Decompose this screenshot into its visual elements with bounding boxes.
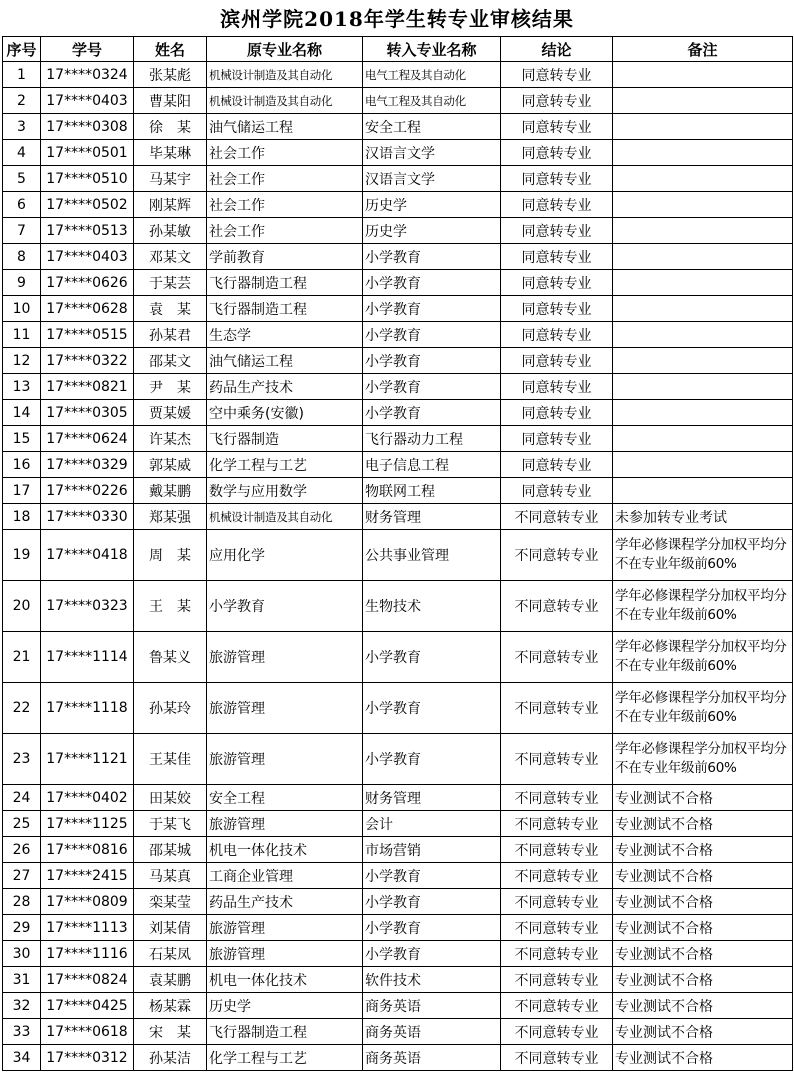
cell-target-major: 小学教育 (363, 632, 501, 683)
cell-name: 张某彪 (134, 62, 207, 88)
cell-remarks: 专业测试不合格 (613, 941, 793, 967)
cell-no: 21 (3, 632, 41, 683)
table-row (3, 452, 793, 478)
cell-name: 孙某敏 (134, 218, 207, 244)
cell-student-id: 17****0816 (41, 837, 134, 863)
cell-no: 26 (3, 837, 41, 863)
cell-no: 12 (3, 348, 41, 374)
cell-name: 曹某阳 (134, 88, 207, 114)
cell-name: 孙某玲 (134, 683, 207, 734)
table-row (3, 785, 793, 811)
cell-student-id: 17****0515 (41, 322, 134, 348)
cell-student-id: 17****1113 (41, 915, 134, 941)
cell-student-id: 17****0501 (41, 140, 134, 166)
cell-student-id: 17****0626 (41, 270, 134, 296)
cell-original-major: 数学与应用数学 (207, 478, 363, 504)
cell-result: 同意转专业 (501, 62, 613, 88)
cell-result: 同意转专业 (501, 296, 613, 322)
table-body (3, 62, 793, 1071)
cell-original-major: 旅游管理 (207, 811, 363, 837)
cell-no: 10 (3, 296, 41, 322)
cell-original-major: 药品生产技术 (207, 889, 363, 915)
header-remarks: 备注 (613, 37, 793, 62)
cell-target-major: 小学教育 (363, 400, 501, 426)
cell-target-major: 小学教育 (363, 374, 501, 400)
cell-target-major: 汉语言文学 (363, 140, 501, 166)
cell-remarks: 专业测试不合格 (613, 837, 793, 863)
cell-original-major: 旅游管理 (207, 941, 363, 967)
cell-result: 同意转专业 (501, 426, 613, 452)
cell-no: 16 (3, 452, 41, 478)
cell-remarks (613, 62, 793, 88)
cell-student-id: 17****0305 (41, 400, 134, 426)
cell-remarks: 未参加转专业考试 (613, 504, 793, 530)
cell-remarks: 学年必修课程学分加权平均分不在专业年级前60% (613, 683, 793, 734)
cell-result: 不同意转专业 (501, 993, 613, 1019)
cell-name: 周 某 (134, 530, 207, 581)
cell-name: 许某杰 (134, 426, 207, 452)
cell-target-major: 商务英语 (363, 1019, 501, 1045)
cell-original-major: 机械设计制造及其自动化 (207, 504, 363, 530)
cell-target-major: 小学教育 (363, 889, 501, 915)
cell-result: 同意转专业 (501, 400, 613, 426)
cell-original-major: 药品生产技术 (207, 374, 363, 400)
table-row (3, 192, 793, 218)
cell-target-major: 商务英语 (363, 1045, 501, 1071)
cell-result: 同意转专业 (501, 140, 613, 166)
cell-name: 戴某鹏 (134, 478, 207, 504)
cell-name: 马某真 (134, 863, 207, 889)
cell-original-major: 飞行器制造工程 (207, 1019, 363, 1045)
cell-target-major: 公共事业管理 (363, 530, 501, 581)
cell-name: 杨某霖 (134, 993, 207, 1019)
cell-no: 18 (3, 504, 41, 530)
cell-student-id: 17****0308 (41, 114, 134, 140)
cell-result: 不同意转专业 (501, 734, 613, 785)
table-row (3, 478, 793, 504)
cell-result: 不同意转专业 (501, 632, 613, 683)
cell-target-major: 小学教育 (363, 915, 501, 941)
cell-no: 11 (3, 322, 41, 348)
cell-original-major: 旅游管理 (207, 632, 363, 683)
cell-name: 宋 某 (134, 1019, 207, 1045)
cell-name: 邵某文 (134, 348, 207, 374)
cell-name: 于某飞 (134, 811, 207, 837)
cell-result: 不同意转专业 (501, 581, 613, 632)
cell-result: 不同意转专业 (501, 889, 613, 915)
cell-target-major: 历史学 (363, 218, 501, 244)
cell-target-major: 财务管理 (363, 785, 501, 811)
cell-result: 同意转专业 (501, 270, 613, 296)
cell-no: 17 (3, 478, 41, 504)
cell-target-major: 历史学 (363, 192, 501, 218)
cell-result: 不同意转专业 (501, 863, 613, 889)
cell-student-id: 17****0510 (41, 166, 134, 192)
cell-remarks (613, 426, 793, 452)
cell-no: 24 (3, 785, 41, 811)
cell-original-major: 历史学 (207, 993, 363, 1019)
table-row (3, 863, 793, 889)
cell-remarks (613, 348, 793, 374)
cell-original-major: 旅游管理 (207, 683, 363, 734)
cell-remarks: 专业测试不合格 (613, 811, 793, 837)
cell-no: 34 (3, 1045, 41, 1071)
cell-target-major: 飞行器动力工程 (363, 426, 501, 452)
cell-name: 邓某文 (134, 244, 207, 270)
page-title: 滨州学院2018年学生转专业审核结果 (220, 7, 574, 31)
header-student-id: 学号 (41, 37, 134, 62)
cell-result: 同意转专业 (501, 114, 613, 140)
cell-student-id: 17****0323 (41, 581, 134, 632)
table-row (3, 426, 793, 452)
cell-original-major: 社会工作 (207, 140, 363, 166)
table-row (3, 348, 793, 374)
cell-no: 7 (3, 218, 41, 244)
cell-name: 刚某辉 (134, 192, 207, 218)
table-row (3, 218, 793, 244)
cell-no: 33 (3, 1019, 41, 1045)
cell-target-major: 小学教育 (363, 296, 501, 322)
cell-target-major: 小学教育 (363, 244, 501, 270)
cell-student-id: 17****0513 (41, 218, 134, 244)
table-row (3, 581, 793, 632)
cell-no: 28 (3, 889, 41, 915)
table-row (3, 374, 793, 400)
cell-remarks: 专业测试不合格 (613, 785, 793, 811)
cell-original-major: 机械设计制造及其自动化 (207, 88, 363, 114)
cell-student-id: 17****0821 (41, 374, 134, 400)
table-row (3, 941, 793, 967)
table-row (3, 993, 793, 1019)
cell-name: 徐 某 (134, 114, 207, 140)
table-row (3, 504, 793, 530)
cell-no: 22 (3, 683, 41, 734)
table-row (3, 530, 793, 581)
cell-no: 23 (3, 734, 41, 785)
cell-remarks (613, 400, 793, 426)
cell-original-major: 旅游管理 (207, 915, 363, 941)
cell-student-id: 17****1118 (41, 683, 134, 734)
cell-remarks (613, 452, 793, 478)
cell-no: 4 (3, 140, 41, 166)
cell-student-id: 17****0322 (41, 348, 134, 374)
table-row (3, 166, 793, 192)
cell-remarks: 学年必修课程学分加权平均分不在专业年级前60% (613, 632, 793, 683)
cell-original-major: 应用化学 (207, 530, 363, 581)
cell-result: 不同意转专业 (501, 504, 613, 530)
cell-remarks (613, 244, 793, 270)
cell-student-id: 17****1114 (41, 632, 134, 683)
cell-name: 郭某威 (134, 452, 207, 478)
cell-student-id: 17****0403 (41, 244, 134, 270)
cell-name: 鲁某义 (134, 632, 207, 683)
cell-result: 同意转专业 (501, 478, 613, 504)
cell-no: 25 (3, 811, 41, 837)
cell-name: 邵某城 (134, 837, 207, 863)
cell-original-major: 飞行器制造工程 (207, 296, 363, 322)
cell-no: 8 (3, 244, 41, 270)
cell-no: 27 (3, 863, 41, 889)
cell-result: 同意转专业 (501, 244, 613, 270)
table-row (3, 1019, 793, 1045)
cell-remarks: 专业测试不合格 (613, 967, 793, 993)
cell-name: 于某芸 (134, 270, 207, 296)
cell-name: 孙某洁 (134, 1045, 207, 1071)
table-row (3, 915, 793, 941)
cell-result: 不同意转专业 (501, 785, 613, 811)
cell-no: 3 (3, 114, 41, 140)
cell-original-major: 飞行器制造工程 (207, 270, 363, 296)
cell-result: 不同意转专业 (501, 915, 613, 941)
cell-no: 1 (3, 62, 41, 88)
cell-name: 马某宇 (134, 166, 207, 192)
table-row (3, 1045, 793, 1071)
table-row (3, 683, 793, 734)
cell-target-major: 小学教育 (363, 322, 501, 348)
cell-student-id: 17****1121 (41, 734, 134, 785)
table-row (3, 244, 793, 270)
cell-remarks (613, 218, 793, 244)
cell-original-major: 化学工程与工艺 (207, 452, 363, 478)
cell-name: 栾某莹 (134, 889, 207, 915)
cell-name: 田某姣 (134, 785, 207, 811)
table-row (3, 967, 793, 993)
cell-student-id: 17****1125 (41, 811, 134, 837)
table-row (3, 632, 793, 683)
cell-original-major: 社会工作 (207, 166, 363, 192)
cell-student-id: 17****0624 (41, 426, 134, 452)
cell-student-id: 17****0402 (41, 785, 134, 811)
cell-no: 9 (3, 270, 41, 296)
table-row (3, 322, 793, 348)
cell-original-major: 机电一体化技术 (207, 967, 363, 993)
cell-original-major: 旅游管理 (207, 734, 363, 785)
cell-target-major: 电气工程及其自动化 (363, 88, 501, 114)
cell-remarks (613, 88, 793, 114)
cell-remarks (613, 374, 793, 400)
cell-student-id: 17****2415 (41, 863, 134, 889)
cell-result: 同意转专业 (501, 452, 613, 478)
cell-remarks: 专业测试不合格 (613, 1019, 793, 1045)
cell-name: 郑某强 (134, 504, 207, 530)
cell-remarks: 专业测试不合格 (613, 915, 793, 941)
cell-student-id: 17****0809 (41, 889, 134, 915)
table-row (3, 734, 793, 785)
cell-original-major: 工商企业管理 (207, 863, 363, 889)
cell-result: 同意转专业 (501, 88, 613, 114)
table-row (3, 837, 793, 863)
cell-name: 孙某君 (134, 322, 207, 348)
cell-name: 贾某媛 (134, 400, 207, 426)
table-row (3, 62, 793, 88)
cell-original-major: 飞行器制造 (207, 426, 363, 452)
cell-target-major: 商务英语 (363, 993, 501, 1019)
cell-result: 不同意转专业 (501, 837, 613, 863)
cell-remarks (613, 270, 793, 296)
table-row (3, 270, 793, 296)
table-row (3, 114, 793, 140)
cell-no: 32 (3, 993, 41, 1019)
header-name: 姓名 (134, 37, 207, 62)
cell-remarks (613, 478, 793, 504)
table-row (3, 296, 793, 322)
cell-target-major: 汉语言文学 (363, 166, 501, 192)
cell-remarks: 学年必修课程学分加权平均分不在专业年级前60% (613, 530, 793, 581)
cell-remarks: 学年必修课程学分加权平均分不在专业年级前60% (613, 581, 793, 632)
table-row (3, 400, 793, 426)
header-row (3, 37, 793, 62)
cell-student-id: 17****0312 (41, 1045, 134, 1071)
cell-remarks (613, 166, 793, 192)
cell-target-major: 生物技术 (363, 581, 501, 632)
cell-original-major: 社会工作 (207, 192, 363, 218)
cell-student-id: 17****0226 (41, 478, 134, 504)
cell-target-major: 财务管理 (363, 504, 501, 530)
cell-name: 尹 某 (134, 374, 207, 400)
header-target-major: 转入专业名称 (363, 37, 501, 62)
cell-result: 不同意转专业 (501, 1019, 613, 1045)
cell-remarks (613, 192, 793, 218)
cell-name: 王某佳 (134, 734, 207, 785)
cell-student-id: 17****0628 (41, 296, 134, 322)
cell-target-major: 市场营销 (363, 837, 501, 863)
cell-target-major: 小学教育 (363, 348, 501, 374)
cell-student-id: 17****0418 (41, 530, 134, 581)
table-row (3, 889, 793, 915)
header-original-major: 原专业名称 (207, 37, 363, 62)
cell-student-id: 17****0618 (41, 1019, 134, 1045)
cell-original-major: 学前教育 (207, 244, 363, 270)
cell-no: 20 (3, 581, 41, 632)
table-row (3, 140, 793, 166)
cell-original-major: 社会工作 (207, 218, 363, 244)
cell-original-major: 油气储运工程 (207, 348, 363, 374)
cell-student-id: 17****0329 (41, 452, 134, 478)
cell-name: 石某凤 (134, 941, 207, 967)
cell-result: 不同意转专业 (501, 811, 613, 837)
cell-original-major: 空中乘务(安徽) (207, 400, 363, 426)
cell-remarks (613, 140, 793, 166)
cell-target-major: 安全工程 (363, 114, 501, 140)
cell-original-major: 油气储运工程 (207, 114, 363, 140)
cell-target-major: 小学教育 (363, 941, 501, 967)
cell-student-id: 17****0425 (41, 993, 134, 1019)
cell-result: 同意转专业 (501, 218, 613, 244)
cell-student-id: 17****0324 (41, 62, 134, 88)
cell-target-major: 软件技术 (363, 967, 501, 993)
cell-result: 不同意转专业 (501, 967, 613, 993)
cell-remarks: 学年必修课程学分加权平均分不在专业年级前60% (613, 734, 793, 785)
cell-target-major: 电气工程及其自动化 (363, 62, 501, 88)
cell-target-major: 电子信息工程 (363, 452, 501, 478)
table-row (3, 88, 793, 114)
cell-result: 不同意转专业 (501, 530, 613, 581)
cell-target-major: 小学教育 (363, 683, 501, 734)
cell-student-id: 17****0330 (41, 504, 134, 530)
cell-target-major: 小学教育 (363, 863, 501, 889)
cell-result: 同意转专业 (501, 192, 613, 218)
cell-original-major: 小学教育 (207, 581, 363, 632)
cell-remarks (613, 322, 793, 348)
cell-no: 13 (3, 374, 41, 400)
cell-student-id: 17****0502 (41, 192, 134, 218)
header-no: 序号 (3, 37, 41, 62)
cell-original-major: 化学工程与工艺 (207, 1045, 363, 1071)
cell-no: 5 (3, 166, 41, 192)
cell-name: 袁某鹏 (134, 967, 207, 993)
cell-remarks: 专业测试不合格 (613, 993, 793, 1019)
cell-no: 29 (3, 915, 41, 941)
cell-no: 14 (3, 400, 41, 426)
cell-result: 不同意转专业 (501, 683, 613, 734)
cell-target-major: 小学教育 (363, 270, 501, 296)
transfer-results-table (2, 36, 793, 1071)
cell-no: 19 (3, 530, 41, 581)
cell-name: 袁 某 (134, 296, 207, 322)
cell-no: 31 (3, 967, 41, 993)
cell-no: 6 (3, 192, 41, 218)
cell-name: 毕某琳 (134, 140, 207, 166)
cell-result: 同意转专业 (501, 348, 613, 374)
cell-original-major: 安全工程 (207, 785, 363, 811)
cell-name: 王 某 (134, 581, 207, 632)
cell-result: 同意转专业 (501, 322, 613, 348)
cell-remarks: 专业测试不合格 (613, 889, 793, 915)
cell-target-major: 会计 (363, 811, 501, 837)
cell-target-major: 物联网工程 (363, 478, 501, 504)
cell-result: 同意转专业 (501, 374, 613, 400)
cell-original-major: 机电一体化技术 (207, 837, 363, 863)
header-result: 结论 (501, 37, 613, 62)
cell-no: 15 (3, 426, 41, 452)
cell-remarks: 专业测试不合格 (613, 1045, 793, 1071)
cell-no: 30 (3, 941, 41, 967)
cell-student-id: 17****1116 (41, 941, 134, 967)
cell-original-major: 机械设计制造及其自动化 (207, 62, 363, 88)
cell-name: 刘某倩 (134, 915, 207, 941)
cell-student-id: 17****0403 (41, 88, 134, 114)
cell-no: 2 (3, 88, 41, 114)
cell-remarks (613, 296, 793, 322)
cell-target-major: 小学教育 (363, 734, 501, 785)
table-row (3, 811, 793, 837)
cell-result: 同意转专业 (501, 166, 613, 192)
cell-result: 不同意转专业 (501, 941, 613, 967)
cell-student-id: 17****0824 (41, 967, 134, 993)
cell-remarks (613, 114, 793, 140)
cell-remarks: 专业测试不合格 (613, 863, 793, 889)
cell-original-major: 生态学 (207, 322, 363, 348)
cell-result: 不同意转专业 (501, 1045, 613, 1071)
